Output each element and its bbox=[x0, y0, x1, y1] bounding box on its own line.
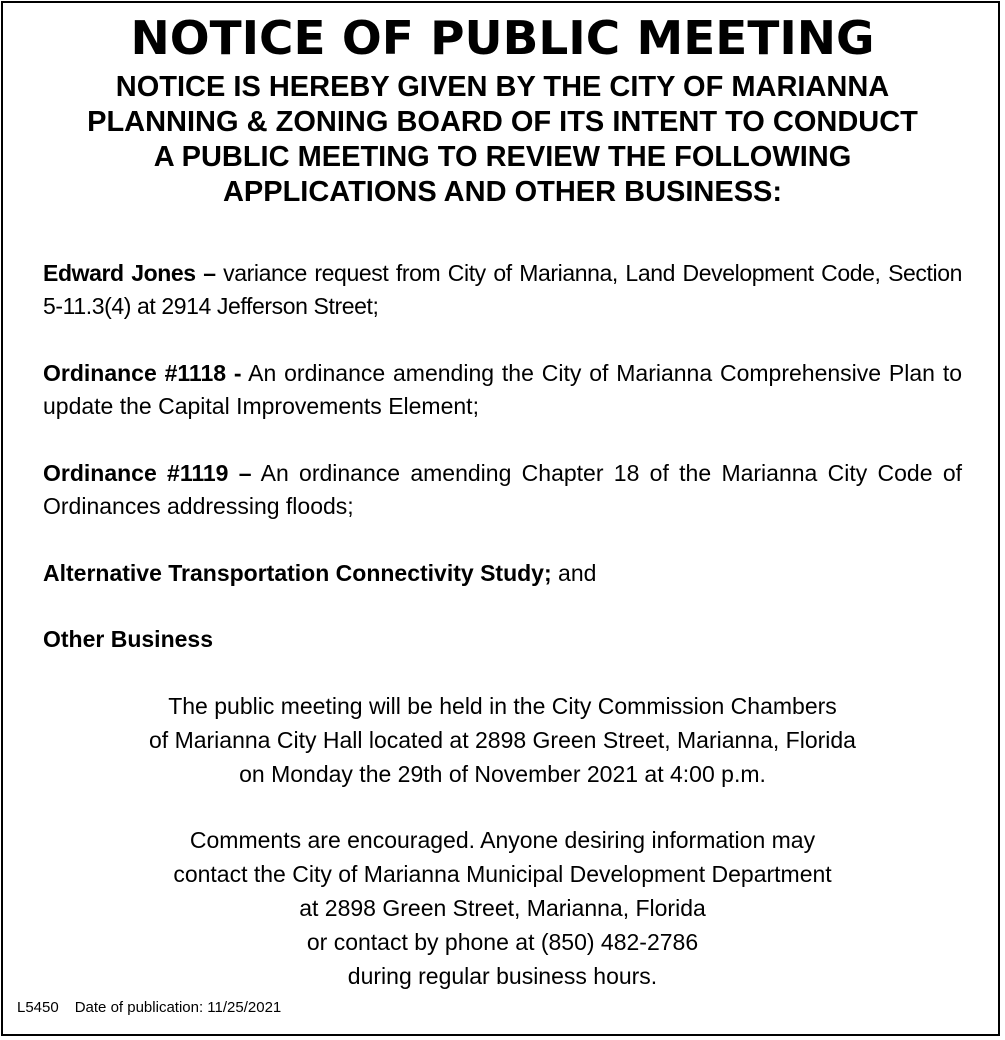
intro-line: PLANNING & ZONING BOARD OF ITS INTENT TO CONDUCT bbox=[87, 106, 918, 138]
comments-line: Comments are encouraged. Anyone desiring information may bbox=[189, 827, 816, 853]
agenda-item-connectivity-study bbox=[43, 557, 962, 590]
agenda-item-heading: Other Business bbox=[43, 626, 213, 652]
notice-title: NOTICE OF PUBLIC MEETING bbox=[130, 11, 875, 65]
agenda-item-heading: Ordinance #1119 – bbox=[43, 460, 252, 486]
meeting-details bbox=[0, 689, 1005, 791]
comments-line: or contact by phone at (850) 482-2786 bbox=[306, 929, 699, 955]
agenda-item-other-business bbox=[43, 623, 962, 656]
legal-ad-code: L5450 bbox=[17, 999, 59, 1016]
agenda-item-edward-jones bbox=[43, 257, 962, 323]
agenda-item-heading: Edward Jones – bbox=[43, 260, 216, 286]
meeting-line: The public meeting will be held in the City Commission Chambers bbox=[168, 693, 837, 719]
publication-footer bbox=[17, 998, 281, 1018]
publication-date: Date of publication: 11/25/2021 bbox=[74, 999, 282, 1016]
notice-intro bbox=[0, 70, 1005, 210]
intro-line: A PUBLIC MEETING TO REVIEW THE FOLLOWING bbox=[153, 141, 852, 173]
intro-line: NOTICE IS HEREBY GIVEN BY THE CITY OF MARIANNA bbox=[115, 71, 890, 103]
comments-details bbox=[0, 823, 1005, 993]
agenda-item-text: and bbox=[551, 560, 597, 586]
agenda-item-ordinance-1118 bbox=[43, 357, 962, 423]
meeting-line: on Monday the 29th of November 2021 at 4:00 p.m. bbox=[239, 761, 766, 787]
comments-line: during regular business hours. bbox=[347, 963, 658, 989]
meeting-line: of Marianna City Hall located at 2898 Green Street, Marianna, Florida bbox=[149, 727, 856, 753]
agenda-item-text: An ordinance amending Chapter 18 of the Marianna City Code of Ordinances addressing floods; bbox=[43, 460, 963, 519]
intro-line: APPLICATIONS AND OTHER BUSINESS: bbox=[222, 176, 783, 208]
agenda-item-ordinance-1119 bbox=[43, 457, 962, 523]
agenda-item-heading: Ordinance #1118 - bbox=[43, 360, 242, 386]
agenda-item-text: variance request from City of Marianna, Land Development Code, Section 5-11.3(4) at 2914 Jefferson Street; bbox=[43, 260, 962, 319]
agenda-items bbox=[43, 257, 962, 656]
agenda-item-text: An ordinance amending the City of Marianna Comprehensive Plan to update the Capital Improvements Element; bbox=[43, 360, 962, 419]
comments-line: contact the City of Marianna Municipal Development Department bbox=[173, 861, 832, 887]
agenda-item-heading: Alternative Transportation Connectivity Study; bbox=[43, 560, 552, 586]
comments-line: at 2898 Green Street, Marianna, Florida bbox=[299, 895, 706, 921]
